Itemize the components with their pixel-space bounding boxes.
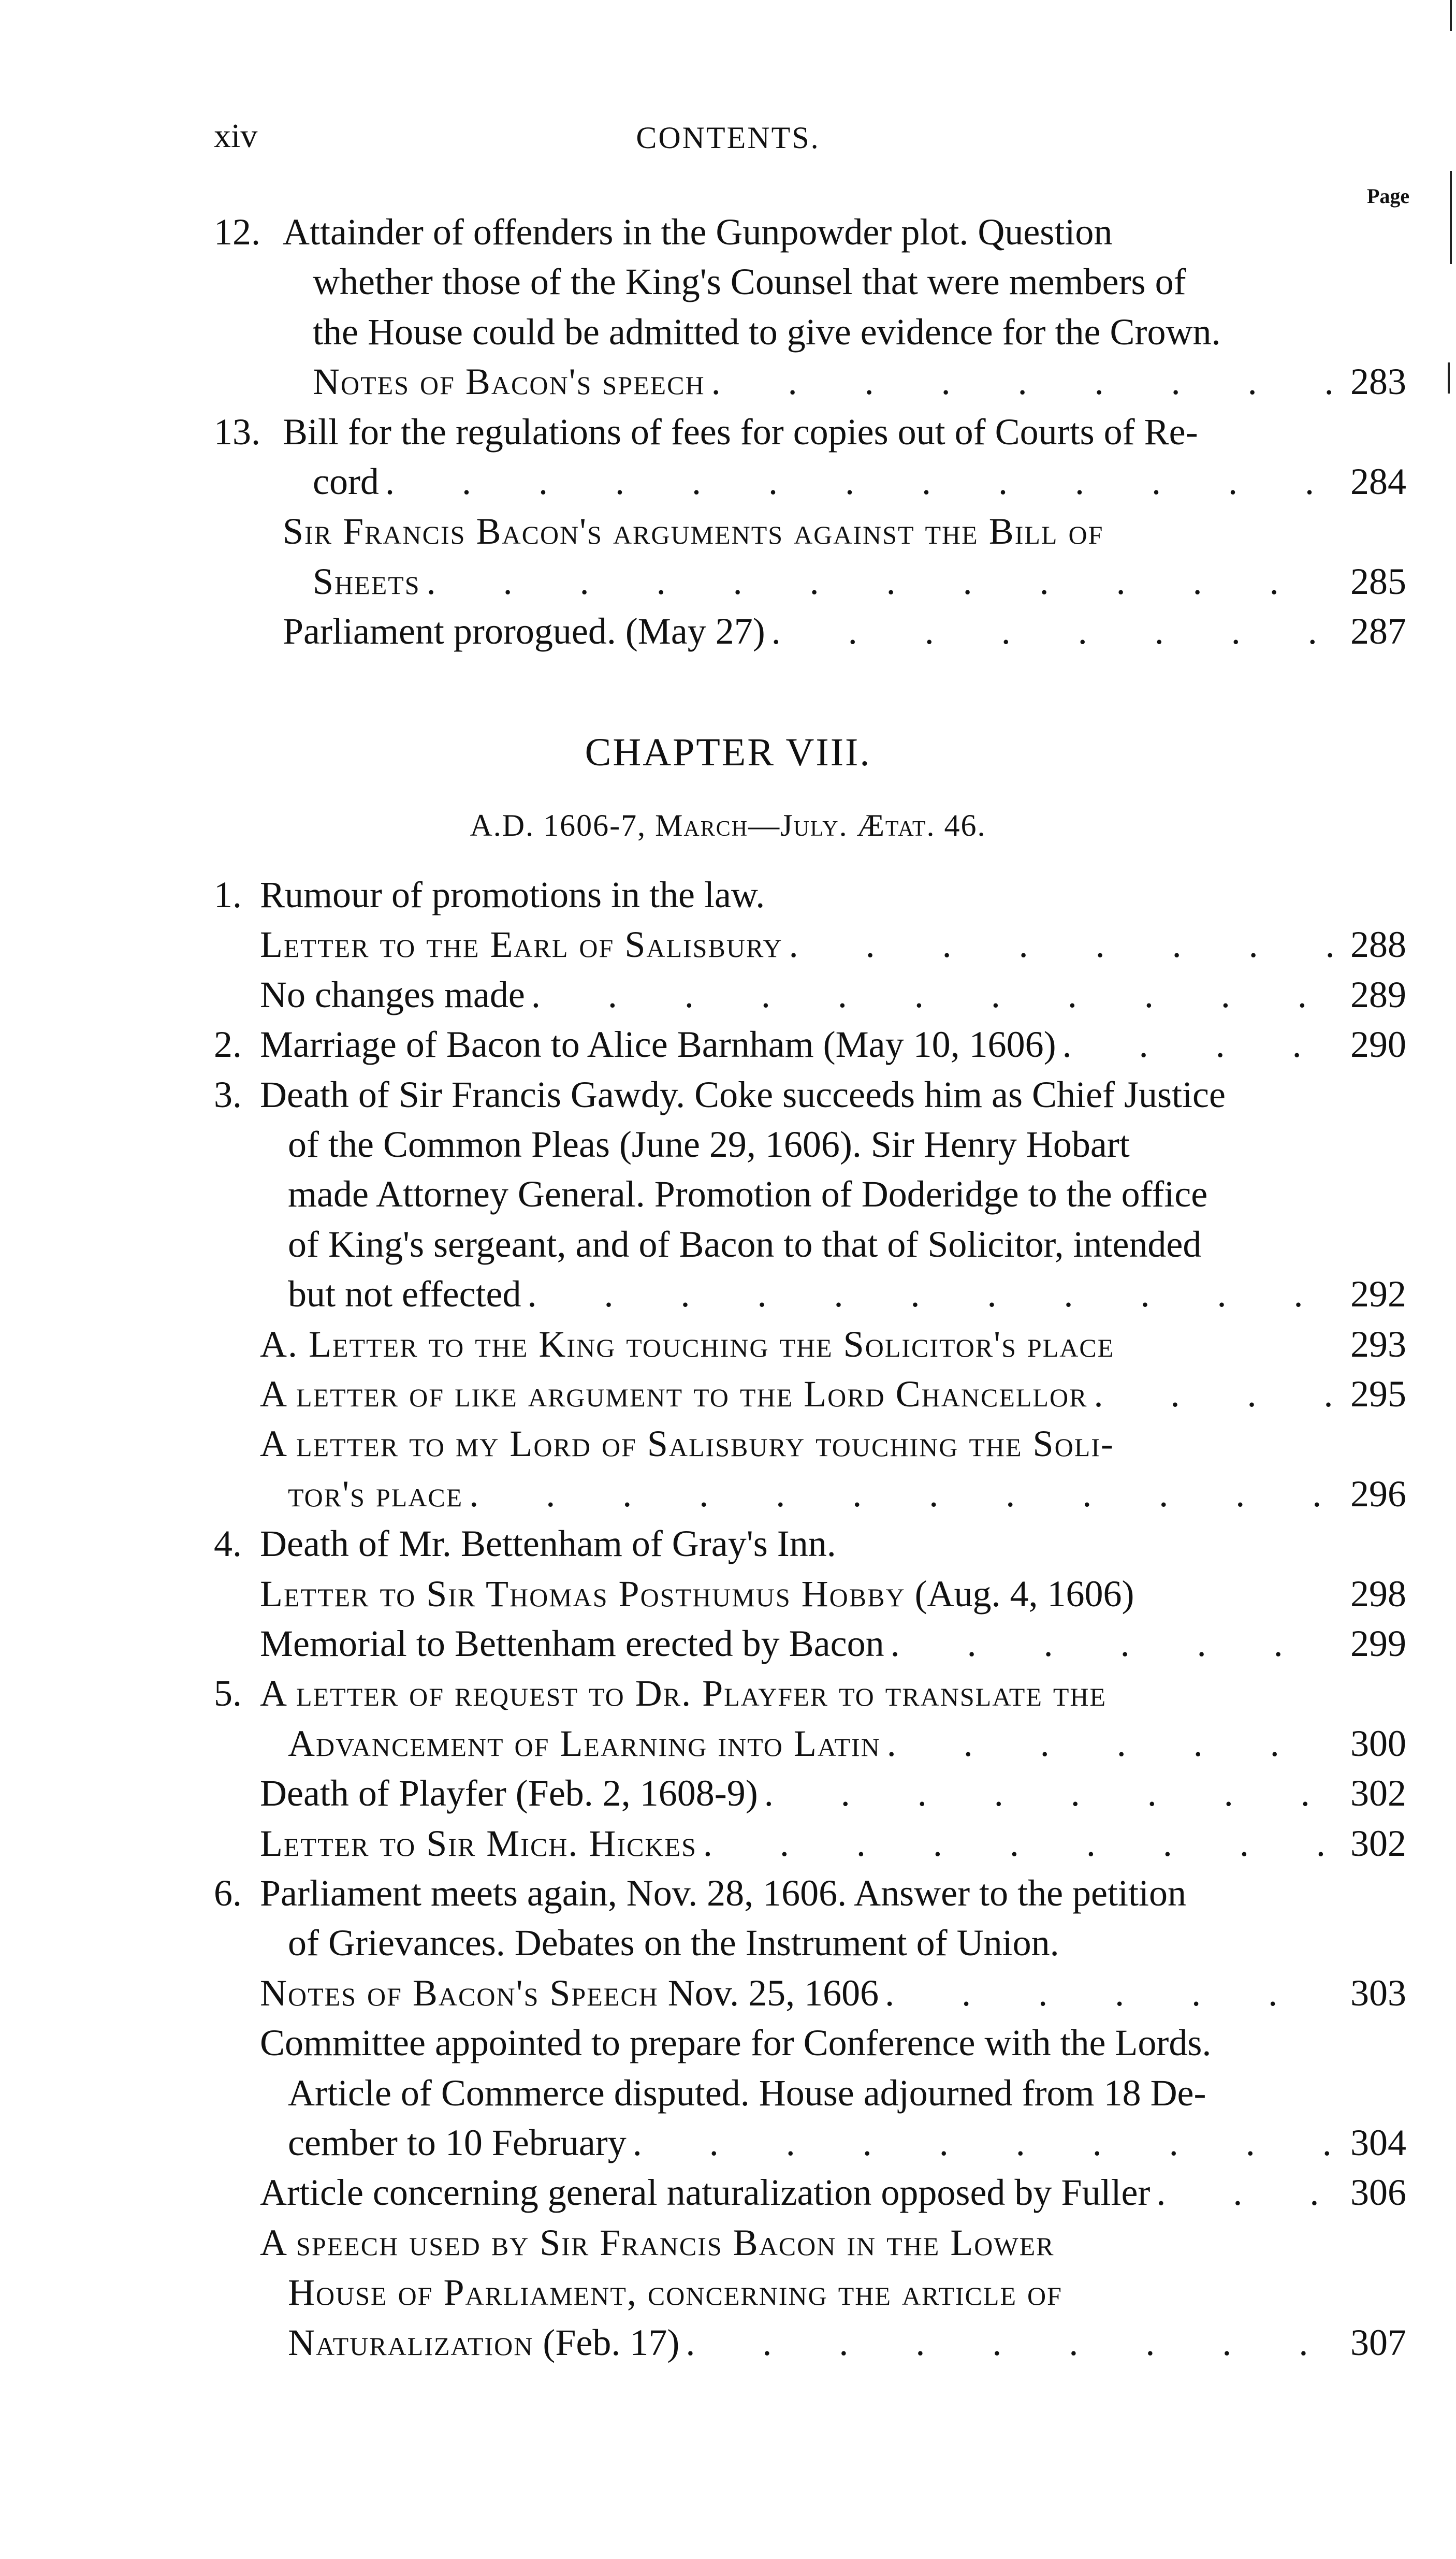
dot-leader [703,1819,1344,1868]
page-edge-mark [1450,171,1452,264]
toc-entry [214,1868,1406,1918]
entry-title: Article of Commerce disputed. House adjourned from 18 De- [288,2072,1206,2114]
toc-entry [288,1219,1406,1269]
entry-title: A speech used by Sir Francis Bacon in the Lower [260,2221,1055,2263]
page-edge-mark [1448,362,1450,394]
dot-leader [1156,2168,1344,2217]
entry-page-number: 302 [1350,1822,1406,1864]
entry-title: Committee appointed to prepare for Conference with the Lords. [260,2022,1212,2064]
toc-entry [260,1419,1406,1468]
toc-entry [288,1719,1406,1768]
dot-leader [528,1269,1345,1319]
entry-title: cember to 10 February [288,2122,627,2163]
entry-title: A letter to my Lord of Salisbury touching the Soli- [260,1423,1114,1465]
entry-number: 5. [214,1673,242,1714]
dot-leader [1094,1369,1344,1419]
dot-leader [771,606,1344,656]
entry-title: No changes made [260,973,525,1015]
entry-number: 3. [214,1073,242,1115]
entry-title: Parliament prorogued. (May 27) [283,610,765,652]
toc-entry [260,1968,1406,2018]
entry-title: Advancement of Learning into Latin [288,1722,881,1764]
entry-page-number: 293 [1350,1323,1406,1365]
entry-title: but not effected [288,1273,521,1315]
entry-title: House of Parliament, concerning the article of [288,2272,1062,2314]
entry-page-number: 302 [1350,1772,1406,1814]
toc-entry [214,1668,1406,1718]
entry-number: 12. [214,211,260,253]
entry-page-number: 284 [1350,461,1406,502]
toc-entry [260,1569,1406,1619]
dot-leader [385,457,1344,506]
toc-entry [288,1269,1406,1319]
dot-leader [789,920,1344,969]
entry-title: of Grievances. Debates on the Instrument of Union. [288,1922,1059,1964]
toc-entry [260,920,1406,969]
dot-leader [891,1619,1344,1668]
entry-title: Memorial to Bettenham erected by Bacon [260,1623,884,1664]
entry-title: Parliament meets again, Nov. 28, 1606. Answer to the petition [260,1872,1186,1914]
toc-entry [313,557,1406,606]
entry-title: of the Common Pleas (June 29, 1606). Sir Henry Hobart [288,1124,1130,1165]
entry-title: A letter of like argument to the Lord Chancellor [260,1373,1088,1415]
toc-entry [214,1519,1406,1568]
toc-entry [214,207,1406,257]
entry-title: Sir Francis Bacon's arguments against the Bill of [283,511,1104,552]
entry-page-number: 288 [1350,924,1406,966]
toc-entry [288,1119,1406,1169]
toc-entry [313,457,1406,506]
dot-leader [686,2318,1344,2367]
entry-date: (Feb. 17) [533,2321,680,2363]
entry-title: Letter to the Earl of Salisbury [260,924,783,966]
toc-entry [288,2118,1406,2168]
dot-leader [469,1469,1344,1519]
dot-leader [427,557,1344,606]
toc-entry [260,1819,1406,1868]
toc-entry [288,1169,1406,1219]
chapter-title: CHAPTER VIII. [585,731,871,774]
entry-number: 13. [214,411,260,453]
toc-entry [260,1619,1406,1668]
toc-entry [288,2318,1406,2367]
entry-page-number: 287 [1350,610,1406,652]
entry-number: 4. [214,1523,242,1565]
entry-title: A letter of request to Dr. Playfer to translate the [260,1673,1107,1714]
entry-page-number: 289 [1350,973,1406,1015]
toc-entry [260,2168,1406,2217]
entry-page-number: 304 [1350,2122,1406,2163]
page-number-folio: xiv [214,117,258,155]
entry-page-number: 300 [1350,1722,1406,1764]
toc-entry [260,1369,1406,1419]
entry-title: cord [313,461,379,502]
entry-page-number: 292 [1350,1273,1406,1315]
entry-title: Notes of Bacon's Speech [260,1972,659,2014]
running-title: CONTENTS. [636,121,820,155]
toc-entry [214,1020,1406,1069]
dot-leader [531,970,1344,1020]
toc-entry [260,2218,1406,2267]
entry-number: 6. [214,1872,242,1914]
page-edge-mark [1450,0,1452,31]
dot-leader [764,1768,1344,1818]
entry-title: Death of Mr. Bettenham of Gray's Inn. [260,1523,836,1565]
entry-title: Letter to Sir Mich. Hickes [260,1822,697,1864]
toc-entry [313,357,1406,406]
dot-leader [1062,1020,1344,1069]
dot-leader [885,1968,1344,2018]
entry-title: A. Letter to the King touching the Solicitor's place [260,1323,1115,1365]
entry-title: Rumour of promotions in the law. [260,874,765,915]
toc-entry [260,1319,1406,1369]
entry-title: tor's place [288,1473,463,1515]
entry-title: Article concerning general naturalization opposed by Fuller [260,2172,1151,2214]
toc-entry [288,2267,1406,2317]
entry-title: made Attorney General. Promotion of Doderidge to the office [288,1173,1208,1215]
dot-leader [887,1719,1344,1768]
entry-number: 1. [214,874,242,915]
dot-leader [711,357,1344,406]
toc-entry [313,307,1406,357]
entry-page-number: 307 [1350,2321,1406,2363]
toc-entry [214,1070,1406,1119]
toc-entry [260,970,1406,1020]
entry-date: Nov. 25, 1606 [658,1972,879,2014]
entry-title: Letter to Sir Thomas Posthumus Hobby [260,1573,906,1615]
toc-entry [288,2068,1406,2118]
entry-page-number: 290 [1350,1024,1406,1066]
entry-title: the House could be admitted to give evidence for the Crown. [313,311,1221,353]
entry-title: Bill for the regulations of fees for copies out of Courts of Re- [283,411,1198,453]
toc-entry [260,2018,1406,2068]
entry-title: Death of Sir Francis Gawdy. Coke succeeds him as Chief Justice [260,1073,1226,1115]
dot-leader [633,2118,1344,2168]
entry-page-number: 295 [1350,1373,1406,1415]
entry-title: of King's sergeant, and of Bacon to that of Solicitor, intended [288,1223,1202,1265]
entry-page-number: 285 [1350,560,1406,602]
entry-title: Attainder of offenders in the Gunpowder plot. Question [283,211,1113,253]
toc-entry [313,257,1406,307]
entry-page-number: 299 [1350,1623,1406,1664]
entry-page-number: 296 [1350,1473,1406,1515]
page-column-label: Page [1367,184,1410,208]
toc-entry [288,1918,1406,1968]
entry-title: Death of Playfer (Feb. 2, 1608-9) [260,1772,758,1814]
entry-title: whether those of the King's Counsel that were members of [313,261,1186,303]
entry-number: 2. [214,1024,242,1066]
entry-page-number: 306 [1350,2172,1406,2214]
entry-date: (Aug. 4, 1606) [905,1573,1134,1615]
toc-entry [214,870,1406,920]
chapter-subtitle: A.D. 1606-7, March—July. Ætat. 46. [470,808,986,842]
toc-entry [214,407,1406,457]
entry-page-number: 303 [1350,1972,1406,2014]
entry-page-number: 298 [1350,1573,1406,1615]
entry-title: Marriage of Bacon to Alice Barnham (May 10, 1606) [260,1024,1056,1066]
toc-entry [283,506,1406,556]
toc-entry [260,1768,1406,1818]
toc-entry [288,1469,1406,1519]
entry-title: Notes of Bacon's speech [313,361,705,403]
entry-title: Naturalization [288,2321,534,2363]
toc-entry [283,606,1406,656]
entry-page-number: 283 [1350,361,1406,403]
entry-title: Sheets [313,560,420,602]
